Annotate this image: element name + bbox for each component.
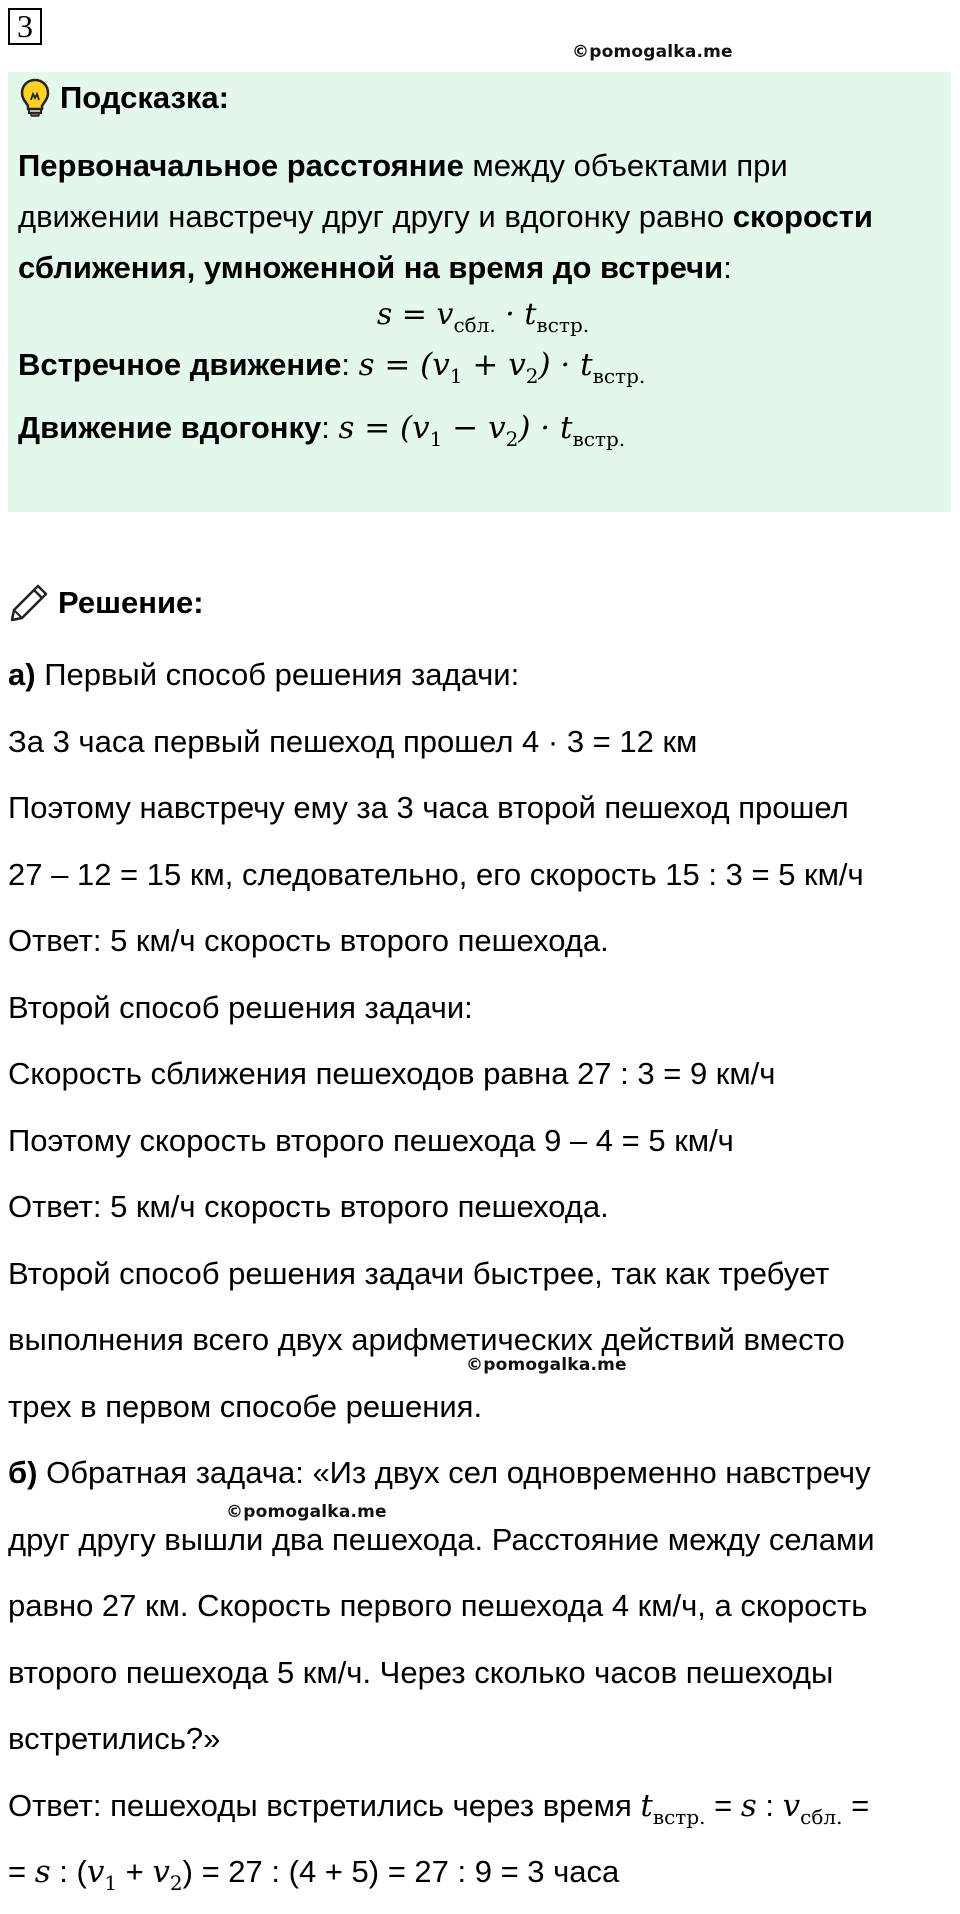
hint-title	[20, 78, 229, 118]
hint-chase-line: Движение вдогонку: $s = (v_1 - v_2) \cdot t_{встр.}$	[18, 410, 626, 451]
pencil-icon	[8, 582, 50, 624]
answer-s: s	[740, 1787, 757, 1824]
solution-line-12: трех в первом способе решения.	[8, 1388, 483, 1424]
calc-plus: +	[117, 1854, 153, 1889]
hint-bold-approach: сближения, умноженной на время до встречи	[18, 250, 724, 285]
meet-formula-b: + v	[462, 347, 526, 383]
solution-line-13	[8, 1448, 953, 1515]
solution-line-19	[8, 1847, 953, 1914]
lightbulb-icon	[20, 78, 50, 118]
hint-line-1	[18, 140, 948, 191]
answer-text: Ответ: пешеходы встретились через время	[8, 1787, 641, 1823]
solution-line-4: 27 – 12 = 15 км, следовательно, его скорость 15 : 3 = 5 км/ч	[8, 856, 864, 892]
answer-v-sub: сбл.	[800, 1804, 843, 1829]
hint-line-2	[18, 191, 948, 242]
chase-sub1: 1	[429, 427, 443, 451]
formula-main-a: s = v	[376, 297, 454, 332]
hint-title-text: Подсказка:	[60, 80, 229, 115]
solution-line-8: Поэтому скорость второго пешехода 9 – 4 = 5 км/ч	[8, 1122, 734, 1158]
solution-line-2: За 3 часа первый пешеход прошел 4 · 3 = 12 км	[8, 723, 698, 759]
solution-line-9: Ответ: 5 км/ч скорость второго пешехода.	[8, 1189, 609, 1224]
meet-sub1: 1	[449, 364, 463, 388]
solution-line-15: равно 27 км. Скорость первого пешехода 4 км/ч, а скорость	[8, 1588, 868, 1623]
solution-line-7: Скорость сближения пешеходов равна 27 : 3 = 9 км/ч	[8, 1056, 776, 1091]
part-b-label: б)	[8, 1455, 38, 1490]
part-a-label: а)	[8, 657, 36, 692]
calc-v2-sub: 2	[169, 1871, 183, 1895]
calc-end: ) = 27 : (4 + 5) = 27 : 9 = 3 часа	[182, 1854, 620, 1889]
formula-main-sub2: встр.	[536, 313, 590, 337]
hint-text	[18, 140, 948, 465]
answer-t: t	[640, 1787, 653, 1824]
solution-line-3: Поэтому навстречу ему за 3 часа второй пешеход прошел	[8, 790, 849, 825]
solution-title	[8, 582, 204, 624]
solution-line-6: Второй способ решения задачи:	[8, 989, 473, 1025]
solution-text-1: Первый способ решения задачи:	[35, 657, 520, 692]
hint-text-1: между объектами при	[463, 148, 788, 183]
task-number: 3	[8, 8, 42, 45]
hint-bold-speed: скорости	[732, 199, 873, 234]
calc-open: : (	[50, 1854, 87, 1889]
calc-v1-sub: 1	[104, 1871, 118, 1895]
solution-line-5: Ответ: 5 км/ч скорость второго пешехода.	[8, 923, 609, 958]
watermark-bottom: ©pomogalka.me	[226, 1502, 387, 1522]
hint-meet-line: Встречное движение: $s = (v_1 + v_2) \cdot t_{встр.}$	[18, 347, 646, 388]
solution-line-1	[8, 650, 953, 717]
calc-s: s	[34, 1854, 51, 1890]
chase-sub2: 2	[505, 427, 519, 451]
solution-line-18	[8, 1781, 953, 1848]
meet-formula-a: s = (v	[358, 347, 450, 383]
solution-lines	[8, 650, 953, 1914]
solution-line-14: друг другу вышли два пешехода. Расстояние между селами	[8, 1521, 875, 1557]
meet-sub2: 2	[525, 364, 539, 388]
solution-line-16: второго пешехода 5 км/ч. Через сколько часов пешеходы	[8, 1654, 834, 1690]
chase-sub3: встр.	[572, 427, 626, 451]
answer-eq: =	[705, 1787, 741, 1823]
solution-line-17: встретились?»	[8, 1721, 221, 1756]
chase-formula-b: − v	[442, 410, 506, 446]
calc-eq: =	[8, 1854, 35, 1889]
formula-main-sub1: сбл.	[453, 313, 496, 337]
solution-text-13: Обратная задача: «Из двух сел одновременно навстречу	[37, 1455, 871, 1490]
answer-colon: :	[756, 1787, 783, 1823]
chase-formula-c: ) · t	[518, 410, 573, 446]
hint-bold-initial-distance: Первоначальное расстояние	[18, 148, 464, 183]
answer-t-sub: встр.	[652, 1804, 706, 1829]
hint-text-2: движении навстречу друг другу и вдогонку равно	[18, 199, 733, 234]
calc-v2: v	[152, 1854, 170, 1890]
solution-title-text: Решение:	[58, 585, 204, 620]
solution-line-11: выполнения всего двух арифметических действий вместо	[8, 1322, 845, 1357]
chase-formula-a: s = (v	[338, 410, 430, 446]
watermark-top: ©pomogalka.me	[572, 42, 733, 62]
hint-colon: :	[723, 250, 732, 285]
answer-v: v	[782, 1787, 801, 1824]
calc-v1: v	[86, 1854, 105, 1890]
meet-formula-c: ) · t	[538, 347, 593, 383]
hint-line-3	[18, 242, 948, 293]
formula-main-mid: · t	[495, 297, 537, 332]
chase-label: Движение вдогонку	[18, 410, 322, 445]
meet-sub3: встр.	[592, 364, 646, 388]
hint-formula-main	[18, 293, 948, 339]
solution-line-10: Второй способ решения задачи быстрее, так как требует	[8, 1255, 830, 1291]
answer-eq-end: =	[842, 1787, 870, 1823]
meet-label: Встречное движение	[18, 347, 342, 382]
watermark-middle: ©pomogalka.me	[466, 1355, 627, 1375]
